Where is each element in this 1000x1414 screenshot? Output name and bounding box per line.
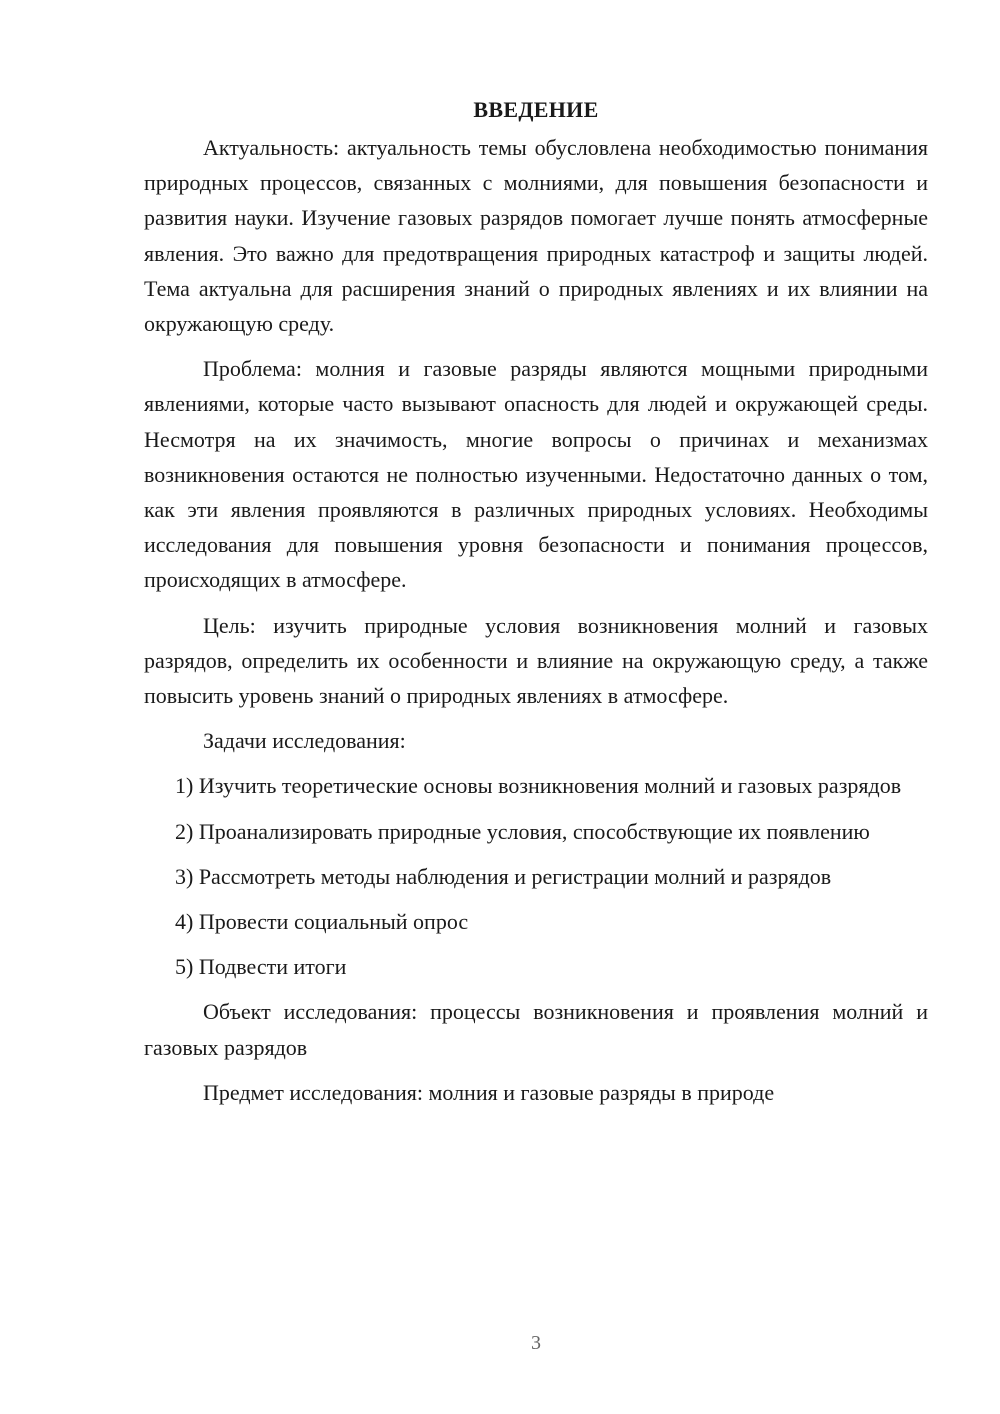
subject-paragraph: Предмет исследования: молния и газовые разряды в природе (203, 1079, 775, 1105)
task-item: 4) Провести социальный опрос (175, 909, 469, 935)
problem-paragraph: Проблема: молния и газовые разряды являются мощными природными явлениями, которые часто вызывают опасность для людей и окружающей среды. Несмотря на их значимость, многие вопросы о причинах и механизмах возникновения остаются не полностью изученными. Недостаточно данных о том, как эти явления проявляются в различных природных условиях. Необходимы исследования для повышения уровня безопасности и понимания процессов, происходящих в атмосфере. (144, 356, 928, 593)
page-title: ВВЕДЕНИЕ (473, 97, 599, 122)
task-item: 1) Изучить теоретические основы возникновения молний и газовых разрядов (175, 773, 902, 799)
task-item: 5) Подвести итоги (175, 954, 347, 980)
task-item: 3) Рассмотреть методы наблюдения и регистрации молний и разрядов (175, 863, 832, 889)
goal-paragraph: Цель: изучить природные условия возникновения молний и газовых разрядов, определить их особенности и влияние на окружающую среду, а также повысить уровень знаний о природных явлениях в атмосфере. (144, 612, 928, 709)
page-number: 3 (531, 1332, 541, 1354)
document-page (144, 90, 928, 1120)
object-paragraph: Объект исследования: процессы возникновения и проявления молний и газовых разрядов (144, 999, 928, 1060)
relevance-paragraph: Актуальность: актуальность темы обусловлена необходимостью понимания природных процессов, связанных с молниями, для повышения безопасности и развития науки. Изучение газовых разрядов помогает лучше понять атмосферные явления. Это важно для предотвращения природных катастроф и защиты людей. Тема актуальна для расширения знаний о природных явлениях и их влиянии на окружающую среду. (144, 135, 928, 337)
task-item: 2) Проанализировать природные условия, способствующие их появлению (175, 818, 870, 844)
tasks-heading: Задачи исследования: (203, 728, 406, 754)
